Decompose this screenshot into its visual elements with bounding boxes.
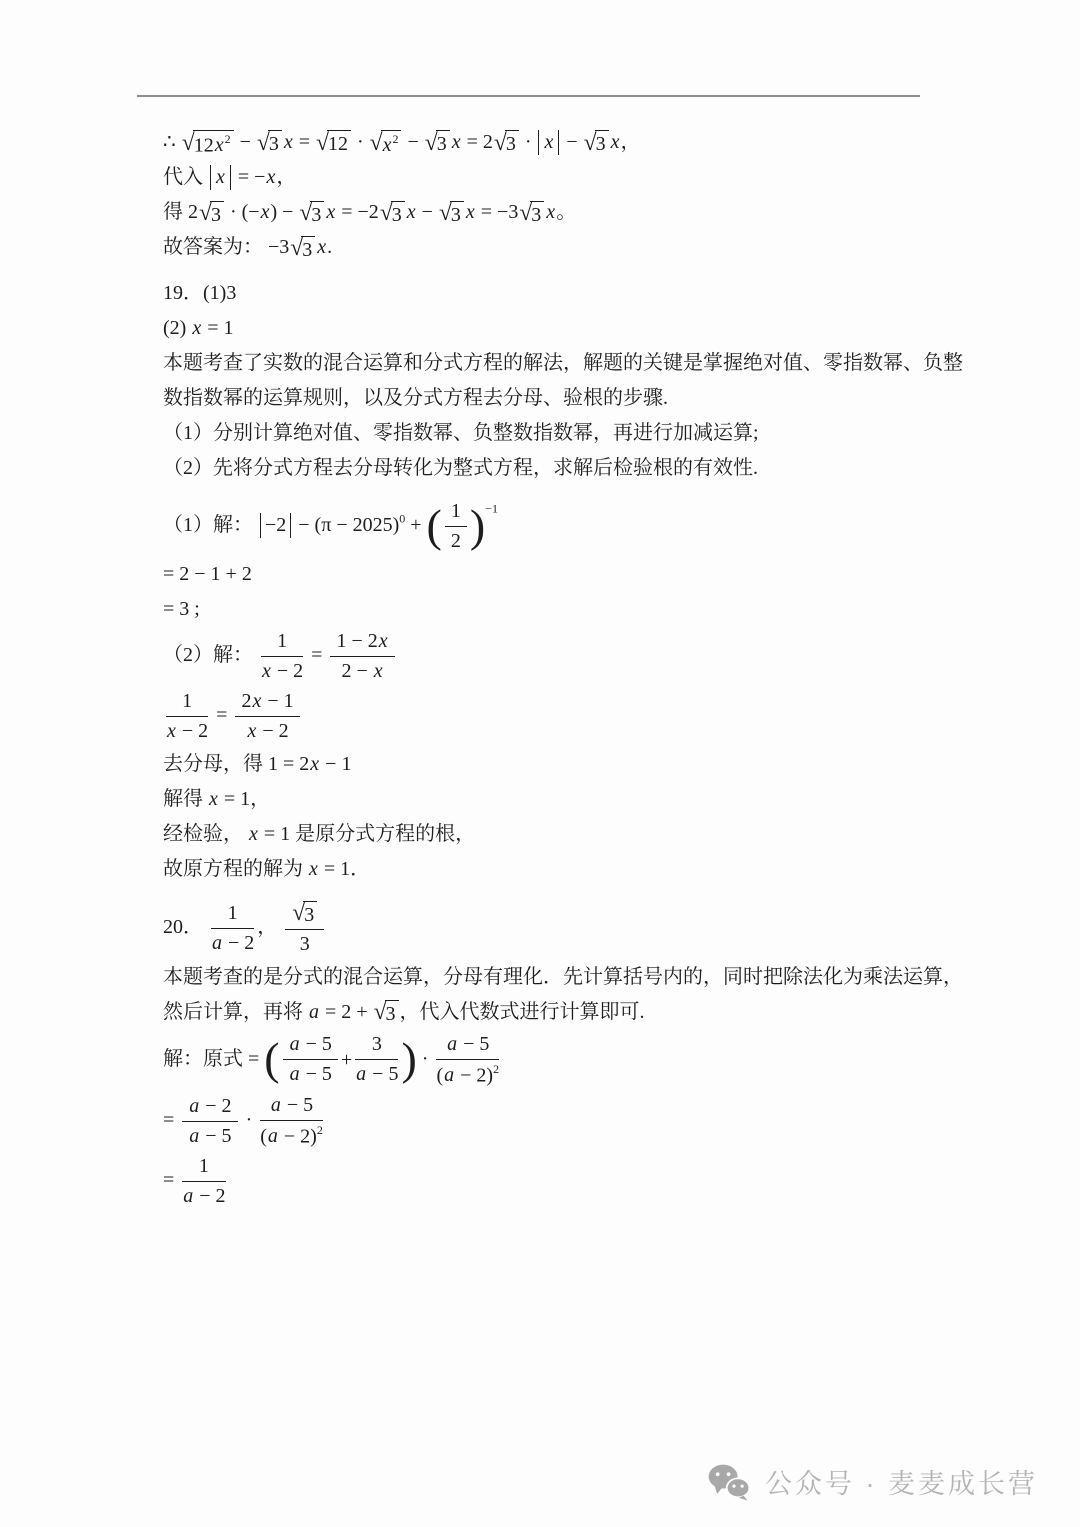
math-token (182, 1094, 237, 1122)
math-token: ， (257, 915, 283, 938)
watermark (707, 1462, 1038, 1501)
math-token (445, 527, 467, 554)
math-token: a (289, 1063, 300, 1086)
math-token: 去分母，得 1 = 2 (163, 753, 310, 776)
math-token: −1 (485, 501, 498, 516)
math-token (182, 1154, 225, 1182)
superscript (225, 132, 231, 146)
math-token: x (326, 201, 336, 224)
math-token (211, 901, 254, 929)
math-line (163, 1032, 953, 1088)
sqrt-radical (425, 130, 450, 156)
math-token: · (351, 131, 369, 153)
fraction (166, 689, 208, 744)
math-line (163, 819, 953, 849)
math-token: 3 (210, 203, 221, 226)
math-token: − 5 (367, 1063, 399, 1086)
math-token: x (382, 134, 392, 157)
sqrt-radical (182, 130, 234, 157)
top-rule (137, 95, 920, 97)
paren-group (427, 499, 486, 554)
math-line (163, 162, 953, 192)
math-token: x (214, 134, 224, 157)
math-token: a (356, 1063, 367, 1086)
sqrt-radical (199, 201, 224, 227)
fraction (261, 629, 303, 684)
sqrt-radical (374, 1000, 399, 1026)
text-line: （2）先将分式方程去分母转化为整式方程，求解后检验根的有效性. (163, 457, 758, 480)
math-token: = (163, 1169, 180, 1192)
math-token: = (163, 1108, 180, 1131)
math-token: x (309, 858, 318, 881)
math-token: 1 (227, 901, 238, 924)
fraction (330, 629, 394, 684)
math-token: 1 (450, 500, 461, 523)
math-token: + (405, 514, 427, 537)
math-token: x (406, 201, 416, 224)
math-token: = 1 (202, 317, 234, 340)
math-token: − 2) (278, 1125, 317, 1148)
math-token (436, 1032, 499, 1060)
fraction (182, 1094, 237, 1149)
math-token: · (− (224, 201, 260, 224)
superscript (317, 1123, 323, 1137)
wechat-icon (707, 1463, 751, 1501)
sqrt-radical (257, 130, 282, 156)
math-token: = (211, 704, 233, 727)
sqrt-radical (292, 901, 317, 927)
math-token: − 2 (194, 1185, 226, 1208)
math-token: = −3 (475, 201, 519, 224)
math-token: + (340, 1048, 353, 1071)
math-token (450, 201, 464, 227)
math-line (163, 594, 953, 624)
math-token (445, 499, 467, 527)
math-token: 解得 (163, 788, 208, 811)
math-token: 代入 (163, 166, 208, 189)
math-token: 12 (327, 133, 348, 156)
math-token: − (π − 2025) (293, 514, 400, 537)
math-token: a (270, 1093, 281, 1116)
math-token: 3 (304, 903, 315, 926)
math-token: 3 (311, 203, 322, 226)
math-token (330, 629, 394, 657)
math-token (327, 130, 351, 156)
math-token: x (247, 720, 257, 743)
math-token (261, 657, 303, 684)
math-token: a (189, 1094, 200, 1117)
math-token: （1）解： (163, 514, 258, 537)
math-token: − 5 (300, 1033, 332, 1056)
math-token: 经检验， (163, 823, 248, 846)
math-token: − 5 (200, 1124, 232, 1147)
math-token (595, 130, 609, 156)
math-token (193, 130, 234, 157)
sqrt-radical (370, 130, 402, 157)
math-token: = 1， (218, 788, 271, 811)
math-token: = 2 + (320, 1000, 373, 1023)
math-token: ， (276, 166, 297, 189)
math-token (182, 1182, 225, 1209)
math-token: − 2 (176, 720, 209, 743)
math-token (330, 657, 394, 684)
math-token: − 2 (200, 1094, 232, 1117)
math-token: 故原方程的解为 (163, 858, 308, 881)
math-token: x (249, 823, 258, 846)
math-token: = −2 (336, 201, 379, 224)
math-token: 3 (385, 1002, 396, 1025)
math-token: 2 (241, 690, 252, 713)
math-token: x (266, 166, 276, 189)
math-token: 3 (391, 203, 402, 226)
math-token (166, 717, 208, 744)
math-token: −2 (265, 514, 287, 537)
fraction (283, 1032, 338, 1087)
math-token (355, 1032, 398, 1060)
math-token: x (252, 690, 262, 713)
math-token (268, 130, 282, 156)
math-line (163, 784, 953, 814)
math-token (235, 717, 299, 744)
watermark-label: 公众号 · 麦麦成长营 (765, 1469, 1038, 1499)
sqrt-radical (519, 201, 544, 227)
math-line (163, 854, 953, 884)
fraction (355, 1032, 398, 1087)
math-token: x (192, 317, 202, 340)
math-line (163, 900, 953, 956)
text-line: 数指数幂的运算规则，以及分式方程去分母、验根的步骤. (163, 387, 668, 410)
math-token: = 3 ; (163, 598, 200, 621)
math-token: 解：原式 = (163, 1047, 265, 1070)
math-token: 0 (399, 511, 406, 526)
math-token (385, 1000, 399, 1026)
math-token: 然后计算，再将 (163, 1000, 308, 1023)
math-token: = 1 是原分式方程的根， (258, 823, 476, 846)
math-token: x (262, 660, 271, 683)
math-token: (2) (163, 317, 192, 340)
math-token (301, 236, 315, 262)
math-line (163, 1154, 953, 1209)
math-token: 得 2 (163, 201, 198, 224)
math-token: ， (620, 131, 641, 153)
math-token: · (240, 1108, 258, 1131)
sqrt-radical (299, 201, 324, 227)
math-line (163, 313, 953, 343)
math-token (261, 629, 303, 657)
math-line (163, 1093, 953, 1149)
math-token (260, 1121, 323, 1149)
math-token: ( (260, 1125, 267, 1148)
math-token: 3 (595, 133, 606, 156)
sqrt-radical (439, 201, 464, 227)
math-token: 3 (450, 203, 461, 226)
fraction (445, 499, 467, 554)
sqrt-radical (290, 236, 315, 262)
absolute-value (210, 165, 231, 190)
math-token: 3 (299, 932, 310, 955)
math-token: 2 − (341, 660, 373, 683)
math-token: = 1． (318, 858, 371, 881)
math-token: a (447, 1032, 458, 1055)
math-line (163, 197, 953, 227)
math-token (285, 900, 324, 929)
text-line: 本题考查了实数的混合运算和分式方程的解法，解题的关键是掌握绝对值、零指数幂、负整 (163, 352, 963, 375)
math-line (163, 749, 953, 779)
math-line (163, 689, 953, 744)
math-token: x (378, 630, 388, 653)
text-line: 本题考查的是分式的混合运算，分母有理化．先计算括号内的，同时把除法化为乘法运算， (163, 965, 963, 988)
math-token: x (209, 788, 218, 811)
absolute-value (538, 130, 559, 155)
fraction (235, 689, 299, 744)
math-token: ) − (270, 201, 299, 224)
math-token (355, 1060, 398, 1087)
math-token: = (293, 131, 315, 153)
sqrt-radical (494, 130, 519, 156)
math-token: 1 − 2 (336, 630, 378, 653)
math-token (211, 929, 254, 956)
math-token: 2 (493, 1061, 500, 1076)
math-token (166, 689, 208, 717)
math-token: x (317, 236, 327, 259)
math-token (436, 130, 450, 156)
math-token: （2）解： (163, 644, 258, 667)
math-token (391, 201, 405, 227)
superscript (493, 1062, 499, 1076)
math-token: 2 (450, 530, 461, 553)
math-token: − (416, 201, 438, 224)
paren-group (264, 1032, 417, 1087)
fraction (436, 1032, 499, 1088)
math-token: x (373, 660, 383, 683)
math-token: − 5 (281, 1093, 314, 1116)
math-token: 3 (531, 203, 542, 226)
math-token (283, 1060, 338, 1087)
math-token (285, 930, 324, 957)
math-token: 3 (302, 238, 313, 261)
math-token: · (416, 1047, 434, 1070)
math-token: = 2 (461, 131, 493, 153)
math-token: − (234, 131, 256, 153)
math-token: x (260, 201, 270, 224)
math-token: 3 (371, 1033, 382, 1056)
math-token: 20． (163, 915, 208, 938)
math-token: 3 (505, 133, 516, 156)
math-token (436, 1060, 499, 1088)
math-token: a (189, 1124, 200, 1147)
math-token: · (519, 131, 537, 153)
math-token (182, 1122, 237, 1149)
math-line (163, 278, 953, 308)
math-token: 12 (193, 134, 214, 157)
math-token: 1 (277, 630, 288, 653)
math-token: x (451, 131, 461, 153)
math-token: − (402, 131, 424, 153)
sqrt-radical (380, 201, 405, 227)
math-token: ∴ (163, 131, 181, 153)
math-token: a (289, 1033, 300, 1056)
math-token: − 2 (271, 660, 304, 683)
math-token: 1 (198, 1155, 209, 1178)
math-token: = − (232, 166, 266, 189)
math-token: − 2 (257, 720, 289, 743)
math-token (283, 1032, 338, 1060)
fraction (285, 900, 324, 956)
math-line (163, 997, 953, 1027)
math-token: x (167, 720, 176, 743)
math-token: x (546, 201, 556, 224)
fraction (211, 901, 254, 956)
math-token: x (283, 131, 293, 153)
math-token: 2 (392, 131, 399, 146)
math-token: x (216, 166, 225, 189)
sqrt-radical (316, 130, 351, 156)
document-content (163, 122, 963, 1214)
math-token: 2 (224, 131, 231, 146)
fraction (182, 1154, 225, 1209)
math-token: − 5 (458, 1032, 490, 1055)
math-token: x (465, 201, 475, 224)
math-token (310, 201, 324, 227)
math-token: x (544, 131, 554, 153)
math-token (210, 201, 224, 227)
math-token (260, 1093, 323, 1121)
math-token: = 2 − 1 + 2 (163, 563, 252, 586)
math-token: . (327, 236, 333, 259)
math-token: a (183, 1185, 194, 1208)
math-token: − 1 (320, 753, 352, 776)
sqrt-radical (584, 130, 609, 156)
math-token: 2 (316, 1122, 323, 1137)
math-token: x (610, 131, 620, 153)
math-token (530, 201, 544, 227)
math-token: a (309, 1000, 319, 1023)
math-token (303, 901, 317, 927)
math-line (163, 127, 953, 157)
math-token: 3 (268, 133, 279, 156)
text-line: （1）分别计算绝对值、零指数幂、负整数指数幂，再进行加减运算; (163, 422, 759, 445)
math-line (163, 629, 953, 684)
math-token: − 5 (300, 1063, 332, 1086)
math-token: 故答案为： −3 (163, 236, 290, 259)
math-token: 3 (436, 133, 447, 156)
math-token: a (212, 931, 222, 954)
math-line (163, 499, 953, 554)
math-token: 1 (182, 690, 193, 713)
fraction (260, 1093, 323, 1149)
math-token: x (310, 753, 320, 776)
math-line (163, 232, 953, 262)
math-token: a (267, 1125, 278, 1148)
math-token: = (306, 644, 328, 667)
math-token: 。 (556, 201, 577, 224)
superscript (392, 132, 398, 146)
math-token (235, 689, 299, 717)
math-token: − 2) (455, 1063, 494, 1086)
math-token (381, 130, 402, 157)
superscript (485, 502, 498, 516)
math-token: a (444, 1063, 455, 1086)
math-token: ( (436, 1063, 444, 1086)
math-token (505, 130, 519, 156)
math-token: − 1 (262, 690, 294, 713)
math-token: 19．(1)3 (163, 282, 237, 305)
math-token: − (561, 131, 583, 153)
math-token: − 2 (223, 931, 255, 954)
absolute-value (260, 513, 291, 538)
math-token: ，代入代数式进行计算即可. (399, 1000, 645, 1023)
math-line (163, 559, 953, 589)
